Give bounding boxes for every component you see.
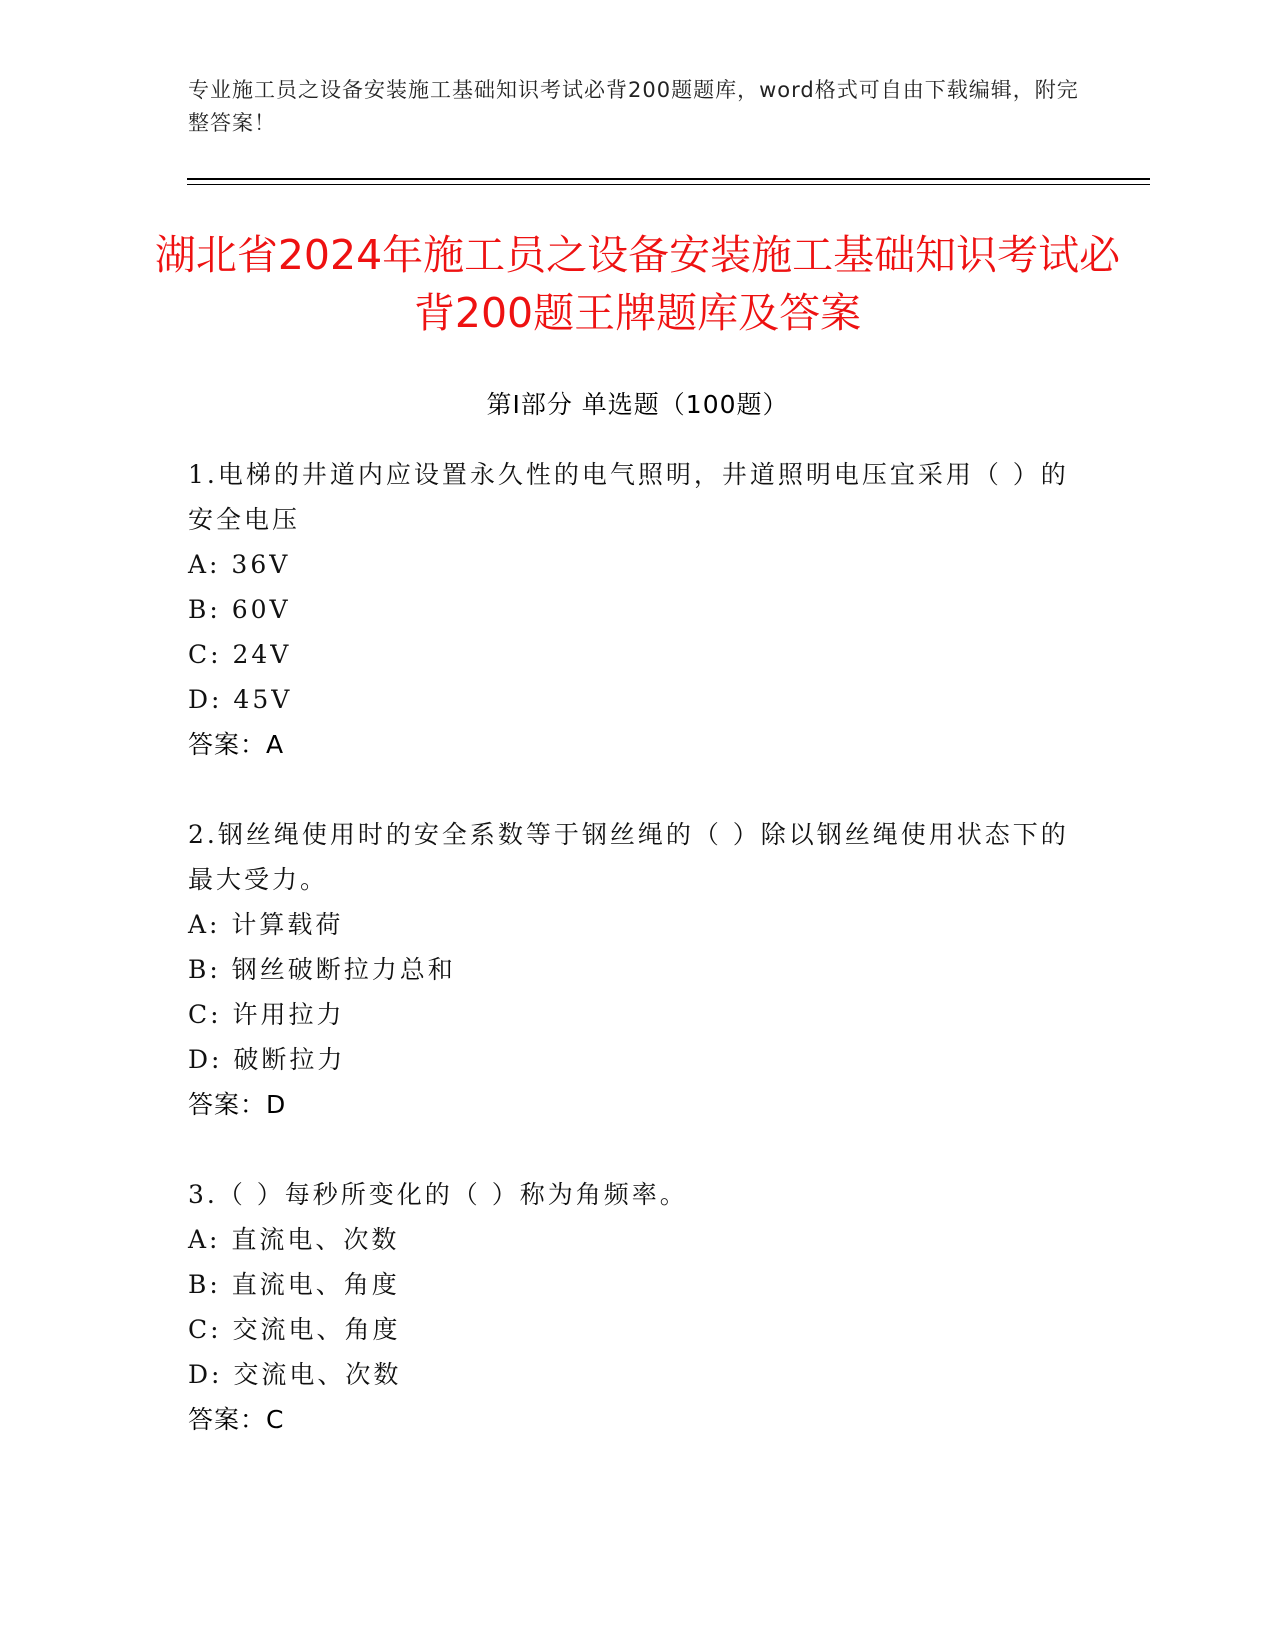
- answer: 答案：D: [188, 1090, 287, 1119]
- option-a: A: 计算载荷: [188, 910, 344, 939]
- header-note: 专业施工员之设备安装施工基础知识考试必背200题题库，word格式可自由下载编辑，附完整答案！: [188, 78, 1079, 135]
- answer: 答案：C: [188, 1405, 285, 1434]
- option-d: D: 45V: [188, 685, 293, 714]
- header-divider-thick: [187, 178, 1150, 180]
- question-1: [188, 452, 1088, 767]
- question-text: 3.（ ）每秒所变化的（ ）称为角频率。: [188, 1180, 688, 1209]
- option-d: D: 交流电、次数: [188, 1360, 402, 1389]
- option-b: B: 钢丝破断拉力总和: [188, 955, 456, 984]
- option-c: C: 交流电、角度: [188, 1315, 401, 1344]
- header-divider-thin: [187, 184, 1150, 185]
- question-3: [188, 1172, 1088, 1442]
- option-b: B: 60V: [188, 595, 291, 624]
- option-c: C: 24V: [188, 640, 292, 669]
- question-2: [188, 812, 1088, 1127]
- document-title: 湖北省2024年施工员之设备安装施工基础知识考试必背200题王牌题库及答案: [154, 231, 1121, 337]
- option-b: B: 直流电、角度: [188, 1270, 400, 1299]
- option-a: A: 直流电、次数: [188, 1225, 400, 1254]
- answer: 答案：A: [188, 730, 285, 759]
- question-text: 2.钢丝绳使用时的安全系数等于钢丝绳的（ ）除以钢丝绳使用状态下的最大受力。: [188, 820, 1069, 894]
- option-a: A: 36V: [188, 550, 291, 579]
- option-d: D: 破断拉力: [188, 1045, 346, 1074]
- option-c: C: 许用拉力: [188, 1000, 345, 1029]
- section-heading: 第Ⅰ部分 单选题（100题）: [486, 390, 789, 419]
- question-text: 1.电梯的井道内应设置永久性的电气照明，井道照明电压宜采用（ ）的安全电压: [188, 460, 1069, 534]
